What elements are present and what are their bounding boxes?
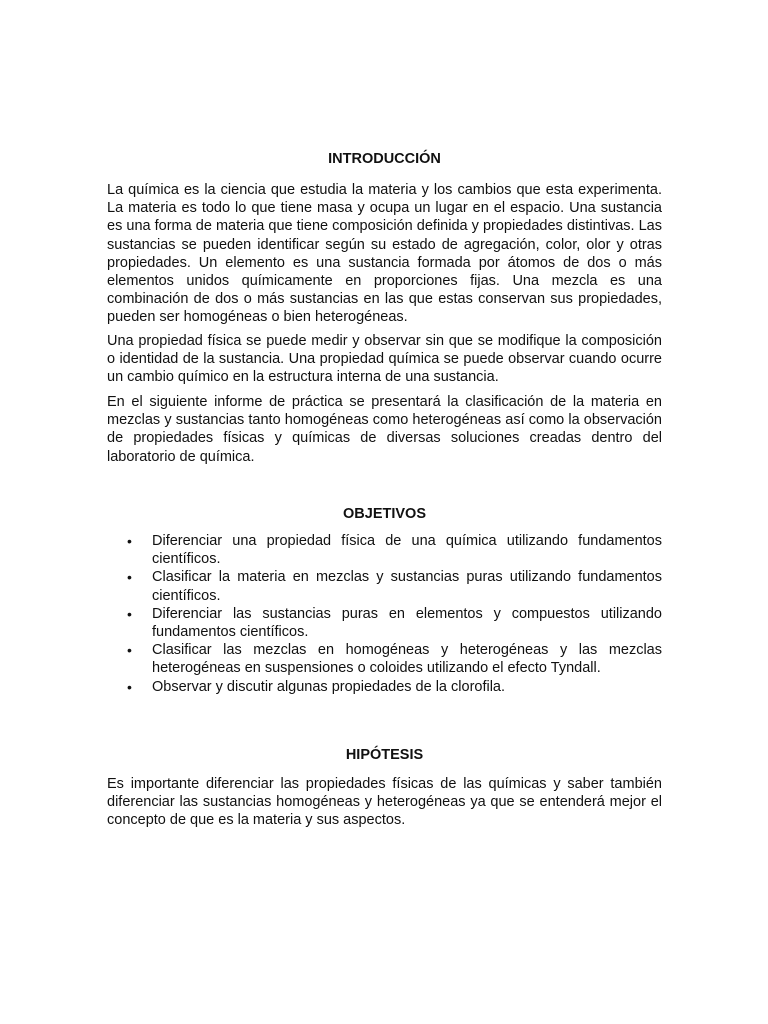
list-item <box>107 568 662 604</box>
objetivo-text: Clasificar las mezclas en homogéneas y heterogéneas y las mezclas heterogéneas en suspensiones o coloides utilizando el efecto Tyndall. <box>152 642 662 677</box>
bullet-icon: • <box>127 569 132 586</box>
hipotesis-heading: HIPÓTESIS <box>345 747 424 763</box>
list-item <box>107 532 662 568</box>
objetivos-list <box>107 532 662 696</box>
bullet-icon: • <box>127 678 132 695</box>
hipotesis-paragraph: Es importante diferenciar las propiedades físicas de las químicas y saber también diferenciar las sustancias homogéneas y heterogéneas ya que se entenderá mejor el concepto de que es la materia y sus aspectos. <box>107 776 662 829</box>
bullet-icon: • <box>127 533 132 549</box>
objetivo-text: Clasificar la materia en mezclas y sustancias puras utilizando fundamentos científicos. <box>152 569 662 604</box>
list-item <box>107 641 662 677</box>
introduccion-heading: INTRODUCCIÓN <box>328 151 441 167</box>
list-item <box>107 678 662 696</box>
introduccion-paragraph-2: Una propiedad física se puede medir y observar sin que se modifique la composición o identidad de la sustancia. Una propiedad química se puede observar cuando ocurre un cambio químico en la estructura interna de una sustancia. <box>107 333 662 386</box>
objetivo-text: Diferenciar una propiedad física de una química utilizando fundamentos científicos. <box>152 533 662 568</box>
introduccion-paragraph-3: En el siguiente informe de práctica se presentará la clasificación de la materia en mezclas y sustancias tanto homogéneas como heterogéneas así como la observación de propiedades físicas y químicas de diversas soluciones creadas dentro del laboratorio de química. <box>107 394 662 465</box>
list-item <box>107 605 662 641</box>
objetivo-text: Observar y discutir algunas propiedades de la clorofila. <box>152 678 506 695</box>
bullet-icon: • <box>127 605 132 622</box>
bullet-icon: • <box>127 642 132 659</box>
introduccion-paragraph-1: La química es la ciencia que estudia la materia y los cambios que esta experimenta. La materia es todo lo que tiene masa y ocupa un lugar en el espacio. Una sustancia es una forma de materia que tiene composición definida y propiedades distintivas. Las sustancias se pueden identificar según su estado de agregación, color, olor y otras propiedades. Un elemento es una sustancia formada por átomos de dos o más elementos unidos químicamente en proporciones fijas. Una mezcla es una combinación de dos o más sustancias en las que estas conservan sus propiedades, pueden ser homogéneas o bien heterogéneas. <box>107 182 662 326</box>
objetivos-heading: OBJETIVOS <box>343 506 426 522</box>
objetivo-text: Diferenciar las sustancias puras en elementos y compuestos utilizando fundamentos científicos. <box>152 605 662 641</box>
